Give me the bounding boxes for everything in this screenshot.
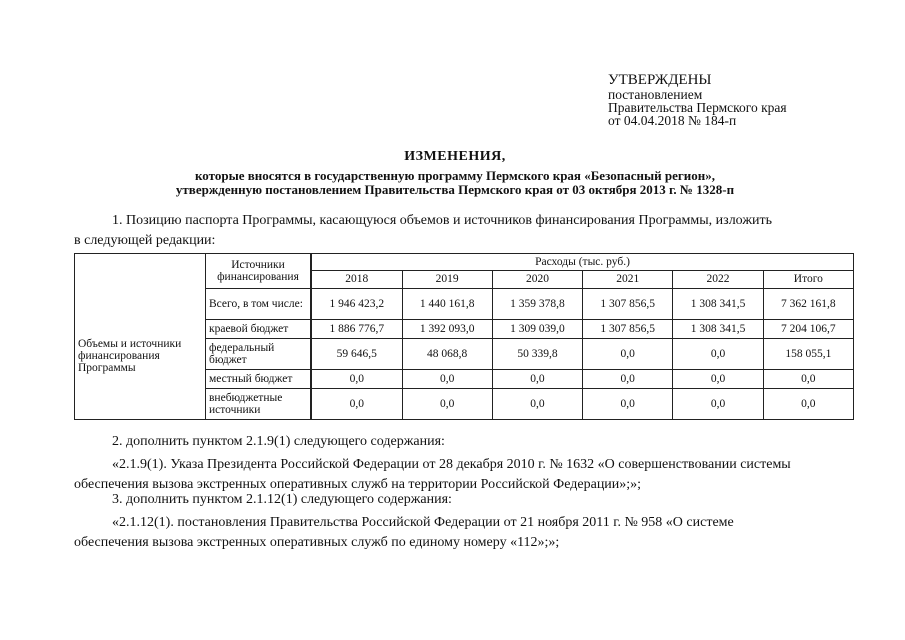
document-title: ИЗМЕНЕНИЯ, bbox=[404, 149, 506, 164]
value-cell: 1 946 423,2 bbox=[311, 289, 402, 320]
paragraph-3 bbox=[74, 455, 852, 495]
table-left-header: Объемы и источники финансирования Программы bbox=[75, 254, 206, 420]
value-cell: 1 886 776,7 bbox=[311, 320, 402, 339]
value-cell: 0,0 bbox=[673, 339, 763, 370]
paragraph-5-line-1: «2.1.12(1). постановления Правительства Российской Федерации от 21 ноября 2011 г. № 958 «О системе bbox=[112, 515, 734, 530]
paragraph-3-line-2: обеспечения вызова экстренных оперативных служб на территории Российской Федерации»;»; bbox=[74, 477, 642, 492]
subtitle-line-2: утвержденную постановлением Правительства Пермского края от 03 октября 2013 г. № 1328-п bbox=[175, 182, 735, 197]
year-header: 2018 bbox=[311, 271, 402, 289]
value-cell: 0,0 bbox=[492, 389, 582, 420]
value-cell: 59 646,5 bbox=[311, 339, 402, 370]
value-cell: 158 055,1 bbox=[763, 339, 853, 370]
value-cell: 0,0 bbox=[673, 389, 763, 420]
approval-line-4: от 04.04.2018 № 184-п bbox=[608, 113, 737, 128]
value-cell: 1 440 161,8 bbox=[402, 289, 492, 320]
subtitle-line-1: которые вносятся в государственную программу Пермского края «Безопасный регион», bbox=[194, 168, 715, 183]
value-cell: 7 362 161,8 bbox=[763, 289, 853, 320]
year-header: 2020 bbox=[492, 271, 582, 289]
value-cell: 1 307 856,5 bbox=[583, 289, 673, 320]
year-header: 2019 bbox=[402, 271, 492, 289]
value-cell: 1 309 039,0 bbox=[492, 320, 582, 339]
source-cell: Всего, в том числе: bbox=[206, 289, 312, 320]
value-cell: 0,0 bbox=[583, 370, 673, 389]
year-header: 2021 bbox=[583, 271, 673, 289]
value-cell: 0,0 bbox=[311, 389, 402, 420]
value-cell: 1 308 341,5 bbox=[673, 289, 763, 320]
paragraph-3-line-1: «2.1.9(1). Указа Президента Российской Федерации от 28 декабря 2010 г. № 1632 «О совершенствовании системы bbox=[112, 457, 791, 472]
approval-line-2: постановлением bbox=[608, 87, 703, 102]
value-cell: 7 204 106,7 bbox=[763, 320, 853, 339]
value-cell: 0,0 bbox=[492, 370, 582, 389]
source-cell: внебюджетные источники bbox=[206, 389, 312, 420]
paragraph-1-line-1: 1. Позицию паспорта Программы, касающуюся объемов и источников финансирования Программы, изложить bbox=[112, 213, 772, 228]
source-cell: федеральный бюджет bbox=[206, 339, 312, 370]
financing-table bbox=[74, 253, 854, 420]
paragraph-5 bbox=[74, 513, 852, 553]
expenses-header: Расходы (тыс. руб.) bbox=[311, 254, 854, 271]
value-cell: 0,0 bbox=[402, 370, 492, 389]
source-cell: краевой бюджет bbox=[206, 320, 312, 339]
value-cell: 48 068,8 bbox=[402, 339, 492, 370]
value-cell: 0,0 bbox=[673, 370, 763, 389]
year-header: 2022 bbox=[673, 271, 763, 289]
value-cell: 1 392 093,0 bbox=[402, 320, 492, 339]
document-subtitle bbox=[70, 169, 840, 197]
value-cell: 1 307 856,5 bbox=[583, 320, 673, 339]
sources-header: Источники финансирования bbox=[206, 254, 312, 289]
paragraph-5-line-2: обеспечения вызова экстренных оперативных служб по единому номеру «112»;»; bbox=[74, 535, 560, 550]
year-header: Итого bbox=[763, 271, 853, 289]
value-cell: 50 339,8 bbox=[492, 339, 582, 370]
value-cell: 0,0 bbox=[311, 370, 402, 389]
source-cell: местный бюджет bbox=[206, 370, 312, 389]
value-cell: 0,0 bbox=[763, 370, 853, 389]
value-cell: 0,0 bbox=[583, 389, 673, 420]
value-cell: 1 308 341,5 bbox=[673, 320, 763, 339]
approval-line-3: Правительства Пермского края bbox=[608, 100, 787, 115]
value-cell: 0,0 bbox=[402, 389, 492, 420]
value-cell: 1 359 378,8 bbox=[492, 289, 582, 320]
approval-heading: УТВЕРЖДЕНЫ bbox=[608, 72, 712, 88]
value-cell: 0,0 bbox=[583, 339, 673, 370]
paragraph-4: 3. дополнить пунктом 2.1.12(1) следующего содержания: bbox=[112, 492, 452, 507]
approval-block bbox=[608, 72, 868, 127]
paragraph-2: 2. дополнить пунктом 2.1.9(1) следующего содержания: bbox=[112, 434, 445, 449]
paragraph-1 bbox=[74, 211, 852, 251]
value-cell: 0,0 bbox=[763, 389, 853, 420]
paragraph-1-line-2: в следующей редакции: bbox=[74, 233, 216, 248]
